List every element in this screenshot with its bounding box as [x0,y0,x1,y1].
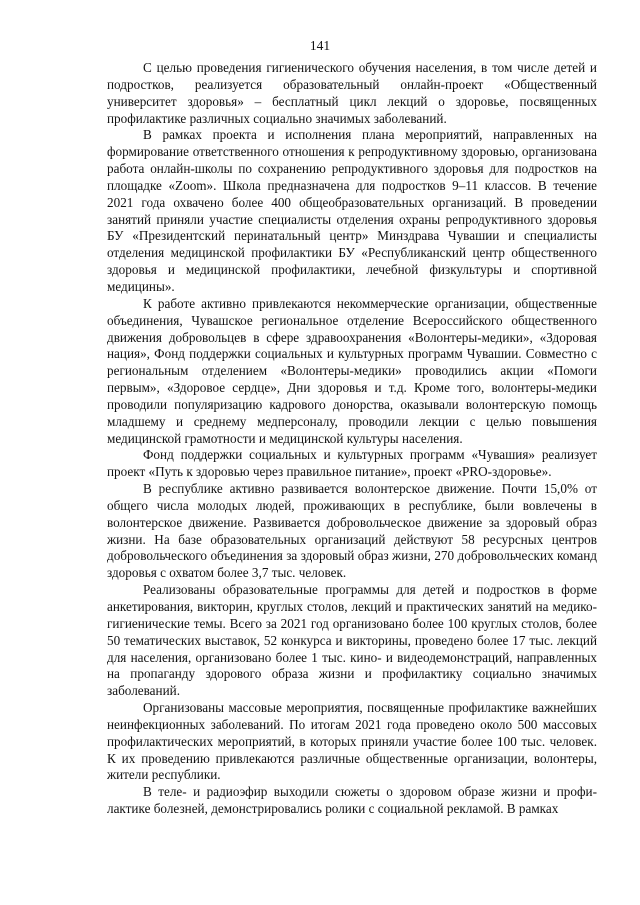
paragraph-nonprofit-organizations: К работе активно привлекаются некоммерческие организации, общественные объединения, Чувашское региональное отделение Всероссийского общественного движения добровольцев в сфере здравоохранения «Волонтеры-медики», «Здоровая нация», Фонд поддержки социальных и культурных программ Чувашии. Совместно с региональным отделением «Волонтеры-медики» проводились акции «Помоги первым», «Здоровое сердце», Дни здоровья и т.д. Кроме того, волонтеры-медики проводили популяризацию кадрового донорства, оказывали волонтерскую помощь младшему и среднему медперсоналу, проводили лекции с целью повышения медицинской грамотности и медицинской культуры населения. [107,295,597,446]
page-number: 141 [309,38,331,53]
body-text [107,60,597,818]
paragraph-volunteer-movement: В республике активно развивается волонтерское движение. Почти 15,0% от общего числа молодых людей, проживающих в республике, были вовлечены в волонтерское движение. Развивается добровольческое движение за здоровый образ жизни. На базе образовательных организаций действуют 58 ресурсных центров добровольческого объединения за здоровый образ жизни, 270 добровольческих команд здоровья с охватом более 3,7 тыс. человек. [107,481,597,581]
paragraph-reproductive-health-school: В рамках проекта и исполнения плана мероприятий, направленных на формирование ответственного отношения к репродуктивному здоровью, организована работа онлайн-школы по сохранению репродуктивного здоровья для подростков на площадке «Zoom». Школа предназначена для подростков 9–11 классов. В течение 2021 года охвачено более 400 общеобразовательных организаций. В проведении занятий приняли участие специалисты отделения охраны репродуктивного здоровья БУ «Президентский перинатальный центр» Минздрава Чувашии и специалисты отделения медицинской профилактики БУ «Республиканский центр общественного здоровья и медицинской профилактики, лечебной физкультуры и спортивной медицины». [107,127,597,294]
paragraph-chuvashia-fund: Фонд поддержки социальных и культурных программ «Чувашия» реализует проект «Путь к здоровью через правильное питание», проект «PRO-здоровье». [107,447,597,480]
paragraph-tv-radio: В теле- и радиоэфир выходили сюжеты о здоровом образе жизни и профилактике болезней, демонстрировались ролики с социальной рекламой. В рамках [107,784,597,817]
paragraph-hygiene-education: С целью проведения гигиенического обучения населения, в том числе детей и подростков, реализуется образовательный онлайн-проект «Общественный университет здоровья» – бесплатный цикл лекций о здоровье, посвященных профилактике различных социально значимых заболеваний. [107,60,597,126]
paragraph-mass-events: Организованы массовые мероприятия, посвященные профилактике важнейших неинфекционных заболеваний. По итогам 2021 года проведено около 500 массовых профилактических мероприятий, в которых приняли участие более 100 тыс. человек. К их проведению привлекаются различные общественные организации, волонтеры, жители республики. [107,700,597,783]
paragraph-educational-programs: Реализованы образовательные программы для детей и подростков в форме анкетирования, викторин, круглых столов, лекций и практических занятий на медико-гигиенические темы. Всего за 2021 год организовано более 100 круглых столов, более 50 тематических выставок, 52 конкурса и викторины, проведено более 17 тыс. лекций для населения, организовано более 1 тыс. кино- и видеодемонстраций, направленных на пропаганду здорового образа жизни и профилактику социально значимых заболеваний. [107,582,597,699]
